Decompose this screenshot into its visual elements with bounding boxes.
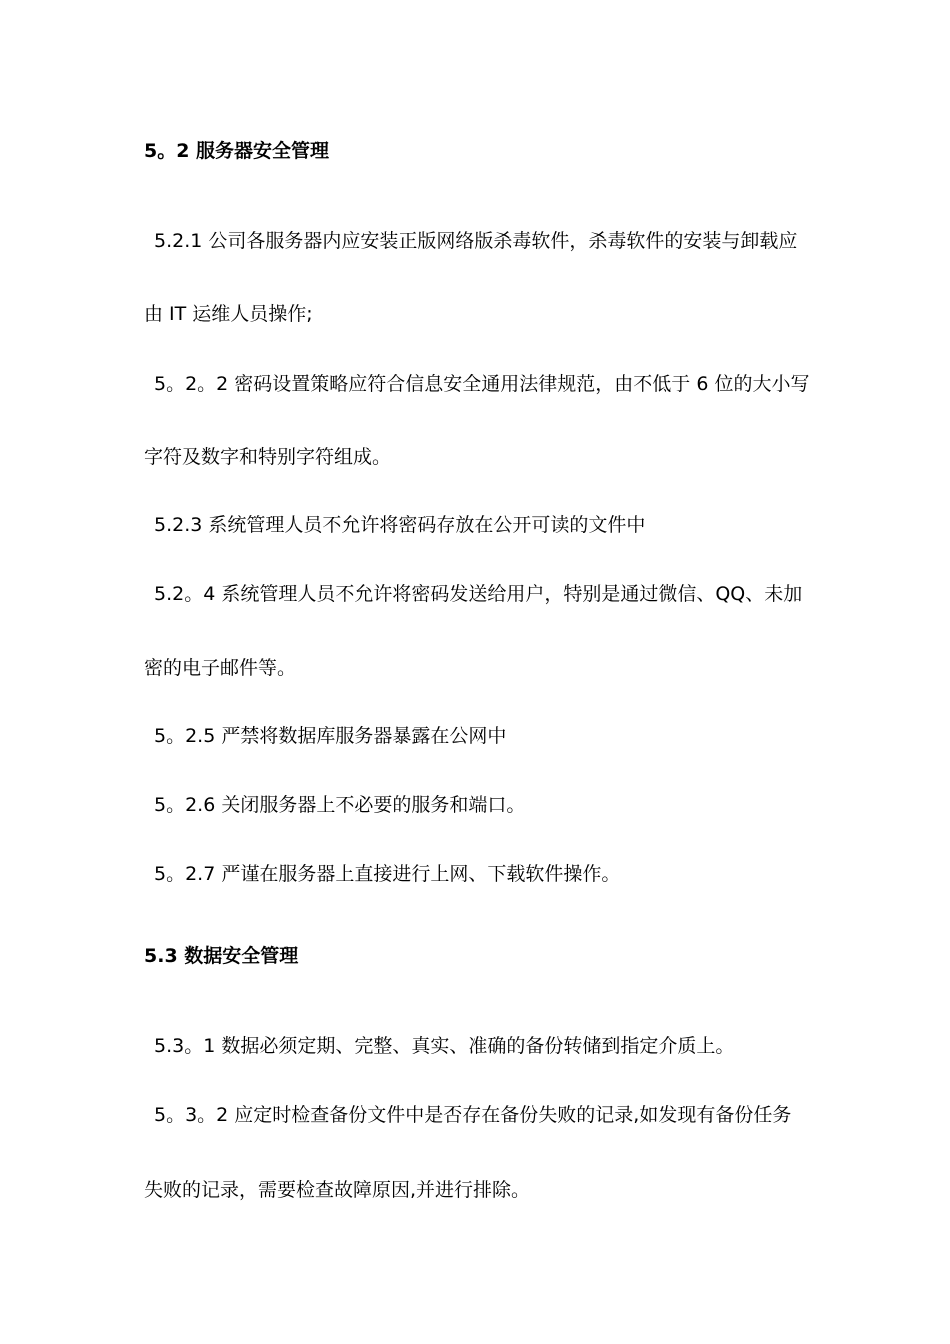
paragraph-5-2-2-line-1: 5。2。2 密码设置策略应符合信息安全通用法律规范，由不低于 6 位的大小写 — [154, 373, 810, 395]
paragraph-5-2-7: 5。2.7 严谨在服务器上直接进行上网、下载软件操作。 — [154, 863, 621, 885]
paragraph-5-3-2-line-2: 失败的记录，需要检查故障原因,并进行排除。 — [144, 1179, 531, 1201]
paragraph-5-2-6: 5。2.6 关闭服务器上不必要的服务和端口。 — [154, 794, 526, 816]
paragraph-5-2-2-line-2: 字符及数字和特别字符组成。 — [144, 446, 392, 468]
section-heading-5-2: 5。2 服务器安全管理 — [144, 140, 330, 162]
paragraph-5-2-4-line-1: 5.2。4 系统管理人员不允许将密码发送给用户，特别是通过微信、QQ、未加 — [154, 583, 803, 605]
paragraph-5-3-1: 5.3。1 数据必须定期、完整、真实、准确的备份转储到指定介质上。 — [154, 1035, 735, 1057]
paragraph-5-2-1-line-2: 由 IT 运维人员操作; — [144, 303, 313, 325]
paragraph-5-2-5: 5。2.5 严禁将数据库服务器暴露在公网中 — [154, 725, 507, 747]
paragraph-5-2-4-line-2: 密的电子邮件等。 — [144, 657, 297, 679]
section-heading-5-3: 5.3 数据安全管理 — [144, 945, 299, 967]
paragraph-5-2-1-line-1: 5.2.1 公司各服务器内应安装正版网络版杀毒软件，杀毒软件的安装与卸载应 — [154, 230, 798, 252]
paragraph-5-2-3: 5.2.3 系统管理人员不允许将密码存放在公开可读的文件中 — [154, 514, 646, 536]
paragraph-5-3-2-line-1: 5。3。2 应定时检查备份文件中是否存在备份失败的记录,如发现有备份任务 — [154, 1104, 792, 1126]
